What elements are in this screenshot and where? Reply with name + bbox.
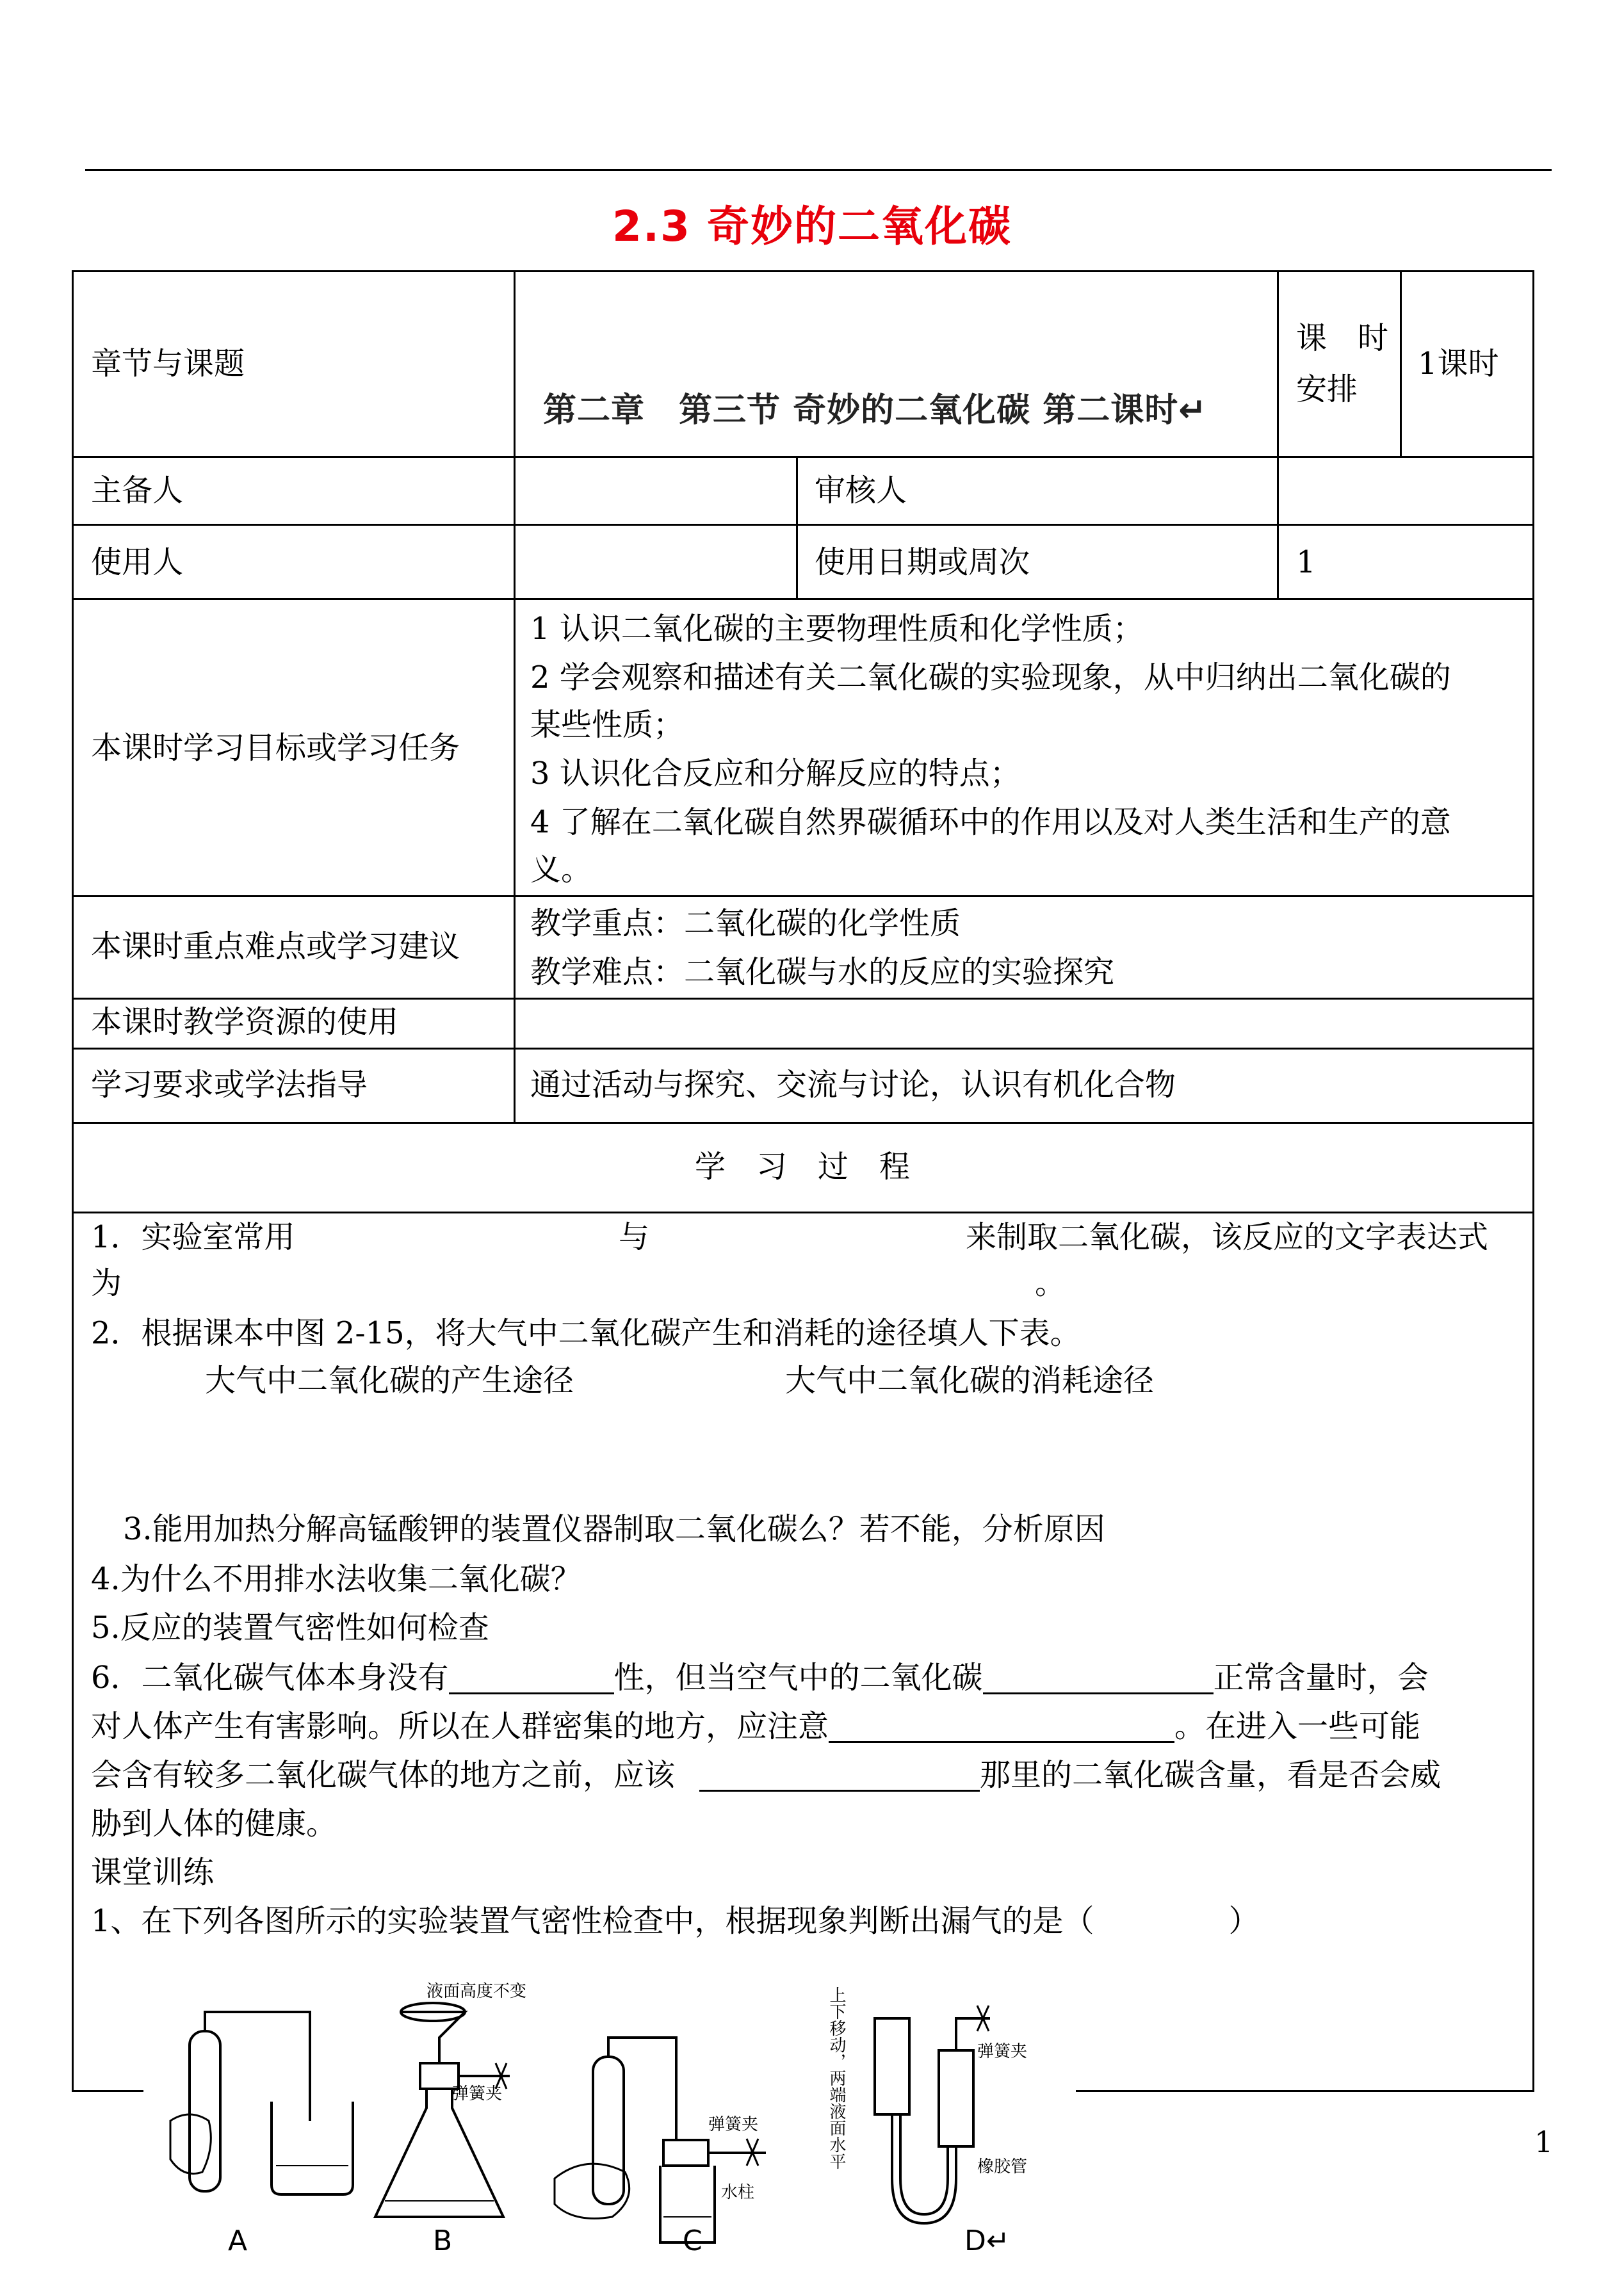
apparatus-c xyxy=(555,2038,766,2242)
note-d-clip: 弹簧夹 xyxy=(977,2042,1028,2061)
q6-part-g: 那里的二氧化碳含量，看是否会威 xyxy=(980,1757,1441,1793)
note-d-vertical: 上下移动，两端液面水平 xyxy=(827,1986,846,2169)
note-d-tube: 橡胶管 xyxy=(977,2157,1028,2177)
q6-part-a: 6．二氧化碳气体本身没有 xyxy=(91,1660,449,1696)
q6-part-e: 。在进入一些可能 xyxy=(1174,1708,1421,1744)
note-b-level: 液面高度不变 xyxy=(426,1982,527,2001)
schedule-value: 1课时 xyxy=(1418,346,1499,382)
q6-part-b: 性，但当空气中的二氧化碳 xyxy=(613,1660,983,1696)
date-label: 使用日期或周次 xyxy=(815,544,1030,580)
q5-text: 5.反应的装置气密性如何检查 xyxy=(91,1610,489,1646)
practice-heading: 课堂训练 xyxy=(91,1854,215,1890)
q1-part-b: 与 xyxy=(619,1219,650,1255)
schedule-label-line1: 课 时 xyxy=(1296,320,1389,356)
user-label: 使用人 xyxy=(91,544,184,580)
q2-col-produce: 大气中二氧化碳的产生途径 xyxy=(205,1363,574,1399)
q2-col-consume: 大气中二氧化碳的消耗途径 xyxy=(785,1363,1155,1399)
page-title: 2.3 奇妙的二氧化碳 xyxy=(612,202,1012,251)
goal-item: 某些性质； xyxy=(530,707,685,743)
q2-text: 2．根据课本中图 2-15，将大气中二氧化碳产生和消耗的途径填人下表。 xyxy=(91,1315,1081,1351)
q6-part-d: 对人体产生有害影响。所以在人群密集的地方，应注意 xyxy=(91,1708,829,1744)
goal-item: 义。 xyxy=(530,852,592,888)
q6-line2 xyxy=(91,1702,1420,1751)
apparatus-b xyxy=(375,2003,510,2217)
q6-line3 xyxy=(91,1751,1441,1799)
schedule-label-line2: 安排 xyxy=(1296,371,1358,407)
q6-blank-1[interactable] xyxy=(449,1658,614,1694)
goal-item: 3 认识化合反应和分解反应的特点； xyxy=(530,756,1021,791)
note-c-water: 水柱 xyxy=(721,2183,755,2202)
q6-blank-2[interactable] xyxy=(983,1658,1214,1694)
q1-part-c: 来制取二氧化碳，该反应的文字表达式 xyxy=(966,1219,1489,1255)
goal-item: 4 了解在二氧化碳自然界碳循环中的作用以及对人类生活和生产的意 xyxy=(530,804,1451,840)
q4-text: 4.为什么不用排水法收集二氧化碳？ xyxy=(91,1561,581,1597)
q6-blank-4[interactable] xyxy=(699,1755,980,1792)
practice-q1-text: 1、在下列各图所示的实验装置气密性检查中，根据现象判断出漏气的是（ xyxy=(91,1903,1094,1939)
q6-part-c: 正常含量时，会 xyxy=(1213,1660,1429,1696)
practice-q1-end: ） xyxy=(1228,1903,1260,1939)
method-label: 学习要求或学法指导 xyxy=(91,1067,368,1103)
figure-label-b: B xyxy=(433,2225,453,2257)
apparatus-a xyxy=(170,2012,353,2194)
date-value: 1 xyxy=(1296,544,1316,580)
resources-label: 本课时教学资源的使用 xyxy=(91,1004,399,1040)
process-heading: 学 习 过 程 xyxy=(694,1149,910,1185)
key-point: 教学难点：二氧化碳与水的反应的实验探究 xyxy=(530,954,1115,990)
q6-line1 xyxy=(91,1653,1429,1702)
note-c-clip: 弹簧夹 xyxy=(708,2115,759,2134)
q6-part-h: 胁到人体的健康。 xyxy=(91,1806,337,1842)
reviewer-label: 审核人 xyxy=(815,473,907,508)
chapter-label: 章节与课题 xyxy=(91,346,245,382)
key-point: 教学重点：二氧化碳的化学性质 xyxy=(530,905,961,941)
goal-item: 1 认识二氧化碳的主要物理性质和化学性质； xyxy=(530,611,1144,647)
preparer-label: 主备人 xyxy=(91,473,184,508)
q6-part-f: 会含有较多二氧化碳气体的地方之前，应该 xyxy=(91,1757,676,1793)
figure-label-c: C xyxy=(683,2225,702,2257)
note-b-clip: 弹簧夹 xyxy=(452,2084,503,2104)
apparatus-d xyxy=(875,2006,990,2223)
goal-item: 2 学会观察和描述有关二氧化碳的实验现象，从中归纳出二氧化碳的 xyxy=(530,660,1451,695)
header-rule xyxy=(85,169,1552,171)
figure-label-a: A xyxy=(228,2225,248,2257)
practice-question xyxy=(91,1897,1260,1945)
q1-part-d: 为 xyxy=(91,1265,122,1301)
q1-part-e: 。 xyxy=(1035,1265,1066,1301)
q6-blank-3[interactable] xyxy=(829,1707,1174,1743)
page-number: 1 xyxy=(1534,2125,1554,2159)
goals-label: 本课时学习目标或学习任务 xyxy=(91,730,460,766)
q1-part-a: 1．实验室常用 xyxy=(91,1219,295,1255)
chapter-value: 第二章 第三节 奇妙的二氧化碳 第二课时↵ xyxy=(543,391,1207,430)
method-value: 通过活动与探究、交流与讨论，认识有机化合物 xyxy=(530,1067,1176,1103)
q3-text: 3.能用加热分解高锰酸钾的装置仪器制取二氧化碳么？若不能，分析原因 xyxy=(123,1511,1105,1547)
key-points-label: 本课时重点难点或学习建议 xyxy=(91,929,460,964)
figure-label-d: D↵ xyxy=(964,2225,1010,2257)
apparatus-figure xyxy=(145,1974,1080,2268)
